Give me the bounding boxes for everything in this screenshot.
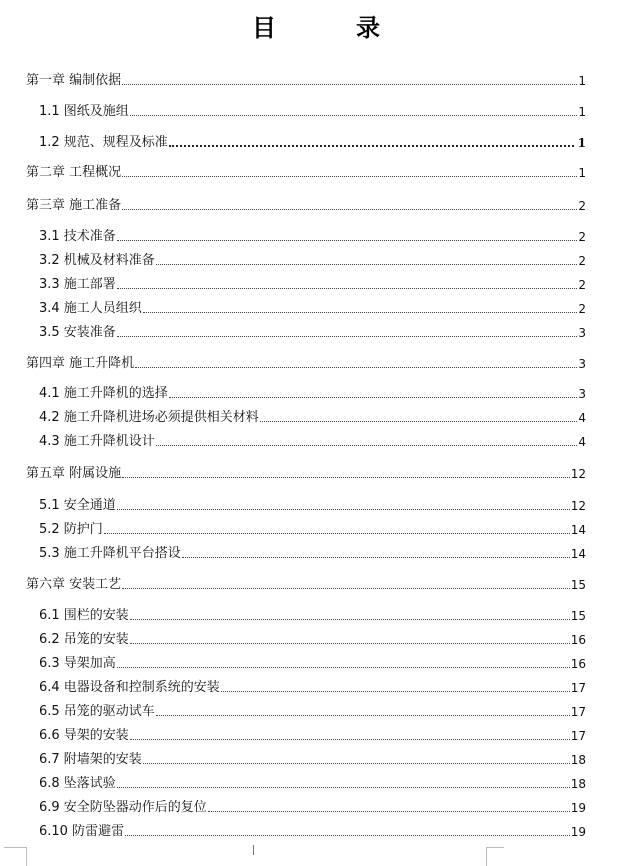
toc-entry-6-2[interactable] — [0, 628, 632, 648]
toc-entry-label: 3.2 机械及材料准备 — [39, 253, 155, 268]
toc-entry-3-2[interactable] — [0, 249, 632, 269]
toc-entry-label: 3.5 安装准备 — [39, 325, 116, 340]
dot-leader — [122, 477, 570, 478]
dot-leader — [117, 509, 570, 510]
page-title: 目 录 — [252, 13, 408, 42]
toc-entry-3-5[interactable] — [0, 321, 632, 341]
toc-page-number: 4 — [578, 411, 586, 425]
toc-page-number: 1 — [578, 74, 586, 88]
toc-page-number: 1 — [577, 136, 586, 150]
toc-entry-label: 第五章 附属设施 — [26, 466, 122, 481]
dot-leader — [156, 264, 578, 265]
toc-entry-6-10[interactable] — [0, 820, 632, 840]
toc-page-number: 4 — [578, 435, 586, 449]
dot-leader — [221, 691, 570, 692]
toc-entry-label: 3.1 技术准备 — [39, 229, 116, 244]
toc-entry-label: 第六章 安装工艺 — [26, 577, 122, 592]
dot-leader — [156, 715, 570, 716]
dot-leader — [169, 397, 578, 398]
toc-page-number: 2 — [578, 302, 586, 316]
toc-entry-label: 3.3 施工部署 — [39, 277, 116, 292]
toc-entry-3-1[interactable] — [0, 225, 632, 245]
toc-page-number: 18 — [570, 777, 586, 791]
toc-entry-6-1[interactable] — [0, 604, 632, 624]
toc-entry-5-1[interactable] — [0, 494, 632, 514]
toc-entry-chapter-1[interactable] — [0, 69, 632, 89]
dot-leader — [122, 84, 577, 85]
toc-entry-label: 6.3 导架加高 — [39, 656, 116, 671]
toc-page-number: 17 — [570, 681, 586, 695]
toc-entry-1-1[interactable] — [0, 100, 632, 120]
toc-entry-chapter-4[interactable] — [0, 352, 632, 372]
toc-entry-label: 1.1 图纸及施组 — [39, 104, 129, 119]
toc-page-number: 2 — [578, 199, 586, 213]
dot-leader — [117, 667, 570, 668]
toc-entry-label: 5.2 防护门 — [39, 522, 103, 537]
toc-entry-label: 4.2 施工升降机进场必须提供相关材料 — [39, 410, 259, 425]
toc-page-number: 3 — [578, 326, 586, 340]
toc-entry-4-1[interactable] — [0, 382, 632, 402]
toc-entry-label: 第四章 施工升降机 — [26, 356, 135, 371]
dot-leader — [117, 288, 578, 289]
toc-page-number: 17 — [570, 705, 586, 719]
toc-entry-1-2[interactable] — [0, 131, 632, 151]
toc-entry-label: 6.5 吊笼的驱动试车 — [39, 704, 155, 719]
toc-page-number: 15 — [570, 609, 586, 623]
toc-entry-6-5[interactable] — [0, 700, 632, 720]
toc-page-number: 14 — [570, 523, 586, 537]
dot-leader — [117, 787, 570, 788]
toc-entry-label: 6.7 附墙架的安装 — [39, 752, 142, 767]
page-margin-corner-left — [4, 847, 27, 866]
toc-entry-5-3[interactable] — [0, 542, 632, 562]
toc-entry-label: 6.10 防雷避雷 — [39, 824, 125, 839]
dot-leader — [130, 739, 570, 740]
toc-page-number: 3 — [578, 357, 586, 371]
toc-entry-label: 3.4 施工人员组织 — [39, 301, 142, 316]
dot-leader — [143, 312, 578, 313]
text-cursor — [253, 845, 254, 855]
dot-leader — [182, 557, 570, 558]
toc-entry-label: 6.8 坠落试验 — [39, 776, 116, 791]
toc-entry-6-7[interactable] — [0, 748, 632, 768]
dot-leader — [122, 209, 577, 210]
dot-leader — [117, 240, 578, 241]
toc-entry-label: 5.3 施工升降机平台搭设 — [39, 546, 181, 561]
toc-entry-label: 第一章 编制依据 — [26, 73, 122, 88]
toc-page-number: 14 — [570, 547, 586, 561]
toc-entry-chapter-6[interactable] — [0, 573, 632, 593]
toc-entry-label: 第二章 工程概况 — [26, 165, 122, 180]
dot-leader — [130, 619, 570, 620]
toc-entry-chapter-2[interactable] — [0, 161, 632, 181]
toc-entry-3-4[interactable] — [0, 297, 632, 317]
toc-page-number: 12 — [570, 467, 586, 481]
toc-page-number: 12 — [570, 499, 586, 513]
toc-page-number: 1 — [578, 105, 586, 119]
dot-leader — [143, 763, 570, 764]
toc-entry-4-2[interactable] — [0, 406, 632, 426]
toc-entry-label: 第三章 施工准备 — [26, 198, 122, 213]
dot-leader — [135, 367, 577, 368]
toc-page-number: 18 — [570, 753, 586, 767]
toc-page-number: 2 — [578, 278, 586, 292]
toc-entry-chapter-3[interactable] — [0, 194, 632, 214]
toc-page-number: 19 — [570, 801, 586, 815]
toc-entry-3-3[interactable] — [0, 273, 632, 293]
toc-entry-chapter-5[interactable] — [0, 462, 632, 482]
dot-leader — [169, 145, 574, 147]
toc-page-number: 15 — [570, 578, 586, 592]
toc-entry-label: 5.1 安全通道 — [39, 498, 116, 513]
dot-leader — [122, 588, 570, 589]
toc-page-number: 3 — [578, 387, 586, 401]
toc-entry-6-3[interactable] — [0, 652, 632, 672]
toc-entry-label: 6.4 电器设备和控制系统的安装 — [39, 680, 220, 695]
toc-entry-label: 4.1 施工升降机的选择 — [39, 386, 168, 401]
dot-leader — [260, 421, 578, 422]
toc-entry-6-4[interactable] — [0, 676, 632, 696]
toc-page-number: 2 — [578, 230, 586, 244]
toc-entry-label: 6.2 吊笼的安装 — [39, 632, 129, 647]
toc-page-number: 17 — [570, 729, 586, 743]
page-margin-corner-right — [486, 847, 504, 866]
toc-page-number: 16 — [570, 657, 586, 671]
toc-entry-label: 6.9 安全防坠器动作后的复位 — [39, 800, 207, 815]
toc-entry-6-6[interactable] — [0, 724, 632, 744]
toc-page-number: 16 — [570, 633, 586, 647]
toc-page-number: 1 — [578, 166, 586, 180]
toc-entry-label: 1.2 规范、规程及标准 — [39, 135, 168, 150]
dot-leader — [117, 336, 578, 337]
dot-leader — [156, 445, 578, 446]
toc-page-number: 2 — [578, 254, 586, 268]
dot-leader — [208, 811, 570, 812]
toc-entry-label: 6.6 导架的安装 — [39, 728, 129, 743]
dot-leader — [125, 835, 570, 836]
toc-entry-4-3[interactable] — [0, 430, 632, 450]
toc-page-number: 19 — [570, 825, 586, 839]
dot-leader — [130, 115, 578, 116]
toc-entry-label: 6.1 围栏的安装 — [39, 608, 129, 623]
dot-leader — [130, 643, 570, 644]
toc-entry-6-9[interactable] — [0, 796, 632, 816]
toc-entry-label: 4.3 施工升降机设计 — [39, 434, 155, 449]
toc-entry-5-2[interactable] — [0, 518, 632, 538]
dot-leader — [104, 533, 570, 534]
dot-leader — [122, 176, 577, 177]
toc-entry-6-8[interactable] — [0, 772, 632, 792]
